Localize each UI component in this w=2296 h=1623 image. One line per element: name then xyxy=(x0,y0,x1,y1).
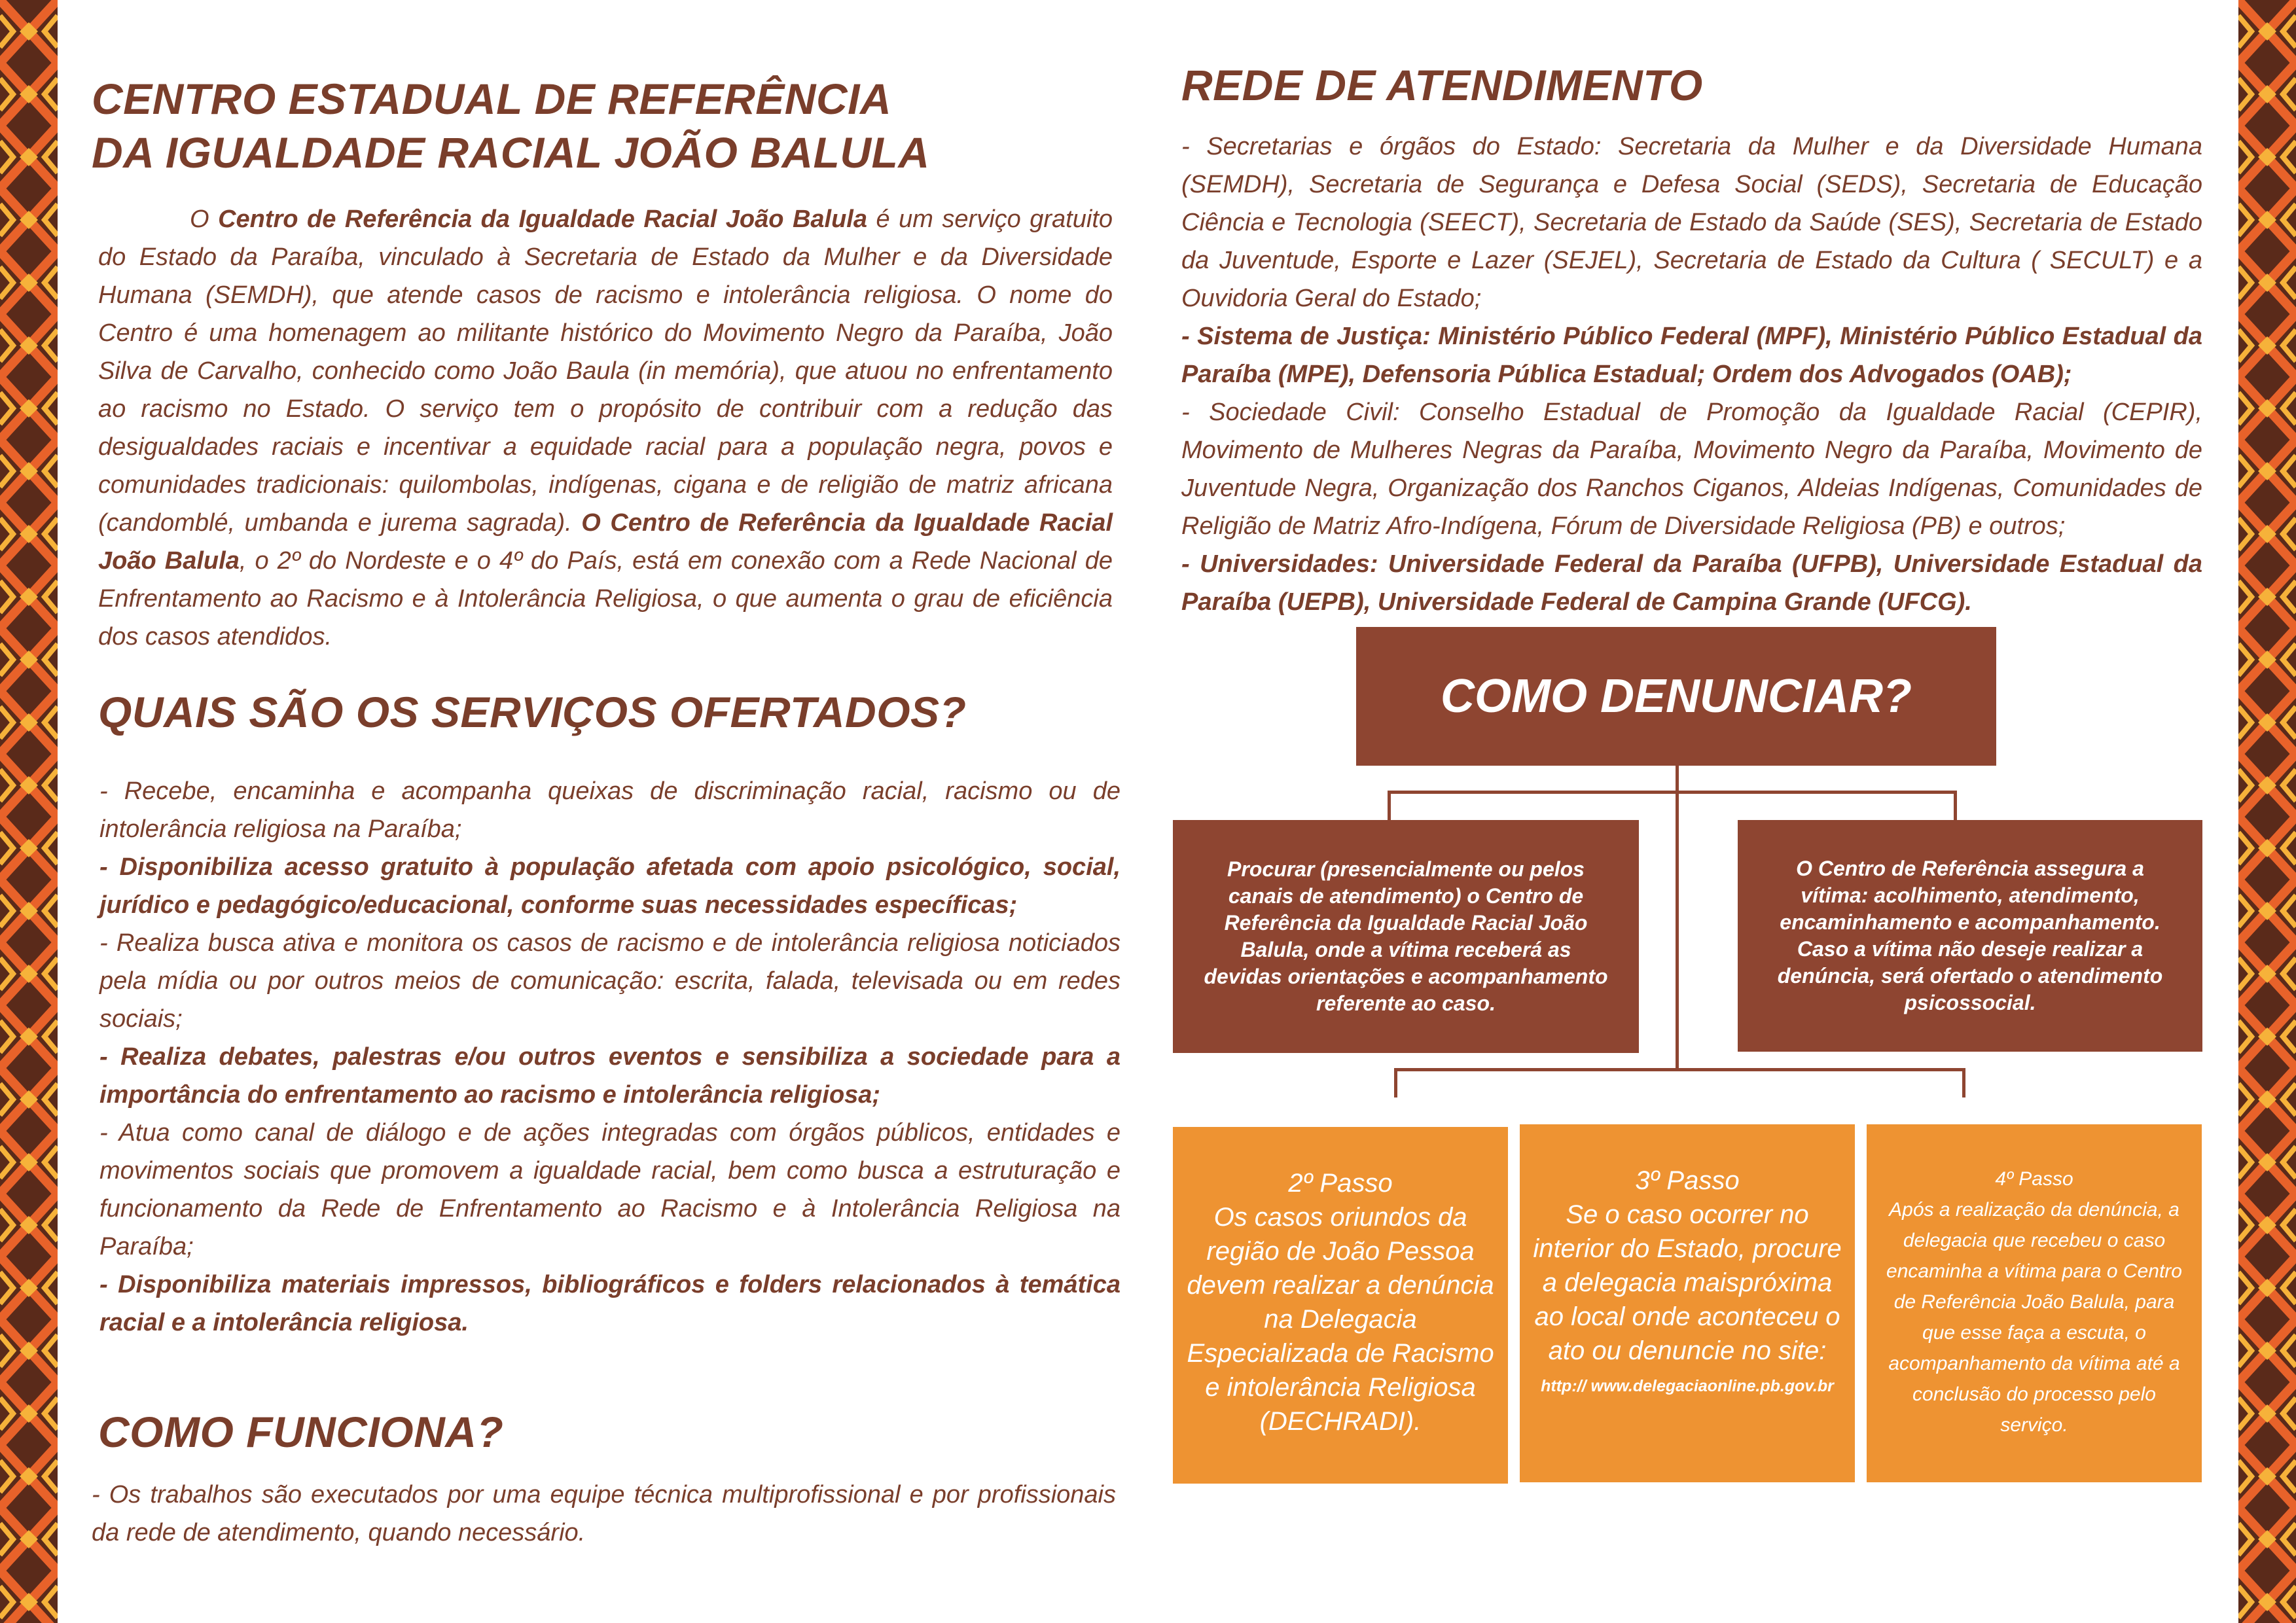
connector-line xyxy=(1954,791,1957,820)
step2-label: 2º Passo xyxy=(1288,1169,1393,1198)
connector-line xyxy=(1394,1068,1397,1097)
step2-box xyxy=(1173,1127,1508,1484)
decorative-border-left xyxy=(0,0,58,1623)
step2-text: Os casos oriundos da região de João Pessoa devem realizar a denúncia na Delegacia Especializada de Racismo e intolerância Religiosa (DECHRADI). xyxy=(1187,1203,1494,1436)
intro-text-3: , o 2º do Nordeste e o 4º do País, está em conexão com a Rede Nacional de Enfrentamento ao Racismo e à Intolerância Religiosa, o que aumenta o grau de eficiência dos casos atendidos. xyxy=(98,547,1113,651)
connector-line xyxy=(1388,791,1957,794)
list-item: - Atua como canal de diálogo e de ações integradas com órgãos públicos, entidades e movimentos sociais que promovem a igualdade racial, bem como busca a estruturação e funcionamento da Rede de Enfrentamento ao Racismo e à Intolerância Religiosa na Paraíba; xyxy=(99,1119,1121,1260)
connector-line xyxy=(1394,1068,1965,1071)
list-item: - Universidades: Universidade Federal da Paraíba (UFPB), Universidade Estadual da Paraíba (UEPB), Universidade Federal de Campina Grande (UFCG). xyxy=(1181,550,2202,616)
assurance-box: O Centro de Referência assegura a vítima: acolhimento, atendimento, encaminhamento e acompanhamento. Caso a vítima não deseje realizar a denúncia, será ofertado o atendimento psicossocial. xyxy=(1738,820,2202,1052)
step3-box xyxy=(1520,1124,1855,1482)
intro-text-2: é um serviço gratuito do Estado da Paraíba, vinculado à Secretaria de Estado da Mulher e da Diversidade Humana (SEMDH), que atende casos de racismo e intolerância religiosa. O nome do Centro é uma homenagem ao militante histórico do Movimento Negro da Paraíba, João Silva de Carvalho, conhecido como João Baula (in memória), que atuou no enfrentamento ao racismo no Estado. O serviço tem o propósito de contribuir com a redução das desigualdades raciais e incentivar a equidade racial para a população negra, povos e comunidades tradicionais: quilombolas, indígenas, cigana e de religião de matriz africana (candomblé, umbanda e jurema sagrada). xyxy=(98,205,1113,537)
list-item: - Realiza busca ativa e monitora os casos de racismo e de intolerância religiosa noticiados pela mídia ou por outros meios de comunicação: escrita, falada, televisada ou em redes sociais; xyxy=(99,929,1121,1033)
services-list xyxy=(99,772,1121,1342)
decorative-border-right xyxy=(2238,0,2296,1623)
network-title: REDE DE ATENDIMENTO xyxy=(1181,61,1703,109)
step4-box xyxy=(1867,1124,2202,1482)
how-text: - Os trabalhos são executados por uma equipe técnica multiprofissional e por profissionais da rede de atendimento, quando necessário. xyxy=(92,1481,1116,1546)
intro-bold-2: O Centro de Referência da Igualdade Racial João Balula xyxy=(98,509,1113,575)
intro-bold-1: Centro de Referência da Igualdade Racial João Balula xyxy=(218,205,868,233)
how-title: COMO FUNCIONA? xyxy=(98,1408,504,1456)
report-title-box: COMO DENUNCIAR? xyxy=(1356,627,1996,766)
list-item: - Secretarias e órgãos do Estado: Secretaria da Mulher e da Diversidade Humana (SEMDH), Secretaria de Segurança e Defesa Social (SEDS), Secretaria de Educação Ciência e Tecnologia (SEECT), Secretaria de Estado da Saúde (SES), Secretaria de Estado da Juventude, Esporte e Lazer (SEJEL), Secretaria de Estado da Cultura ( SECULT) e a Ouvidoria Geral do Estado; xyxy=(1181,133,2202,312)
step4-text: Após a realização da denúncia, a delegacia que recebeu o caso encaminha a vítima para o Centro de Referência João Balula, para que esse faça a escuta, o acompanhamento da vítima até a conclusão do processo pelo serviço. xyxy=(1886,1199,2182,1436)
list-item: - Disponibiliza materiais impressos, bibliográficos e folders relacionados à temática racial e a intolerância religiosa. xyxy=(99,1271,1121,1336)
report-site-link[interactable]: http:// www.delegaciaonline.pb.gov.br xyxy=(1541,1377,1834,1395)
list-item: - Realiza debates, palestras e/ou outros eventos e sensibiliza a sociedade para a importância do enfrentamento ao racismo e intolerância religiosa; xyxy=(99,1043,1121,1109)
step1-box: Procurar (presencialmente ou pelos canais de atendimento) o Centro de Referência da Igualdade Racial João Balula, onde a vítima receberá as devidas orientações e acompanhamento referente ao caso. xyxy=(1173,820,1639,1053)
intro-text-1: O xyxy=(190,205,219,233)
step4-label: 4º Passo xyxy=(1995,1168,2073,1190)
page-title-line2: DA IGUALDADE RACIAL JOÃO BALULA xyxy=(92,128,930,177)
services-title: QUAIS SÃO OS SERVIÇOS OFERTADOS? xyxy=(98,688,967,736)
list-item: - Disponibiliza acesso gratuito à população afetada com apoio psicológico, social, jurídico e pedagógico/educacional, conforme suas necessidades específicas; xyxy=(99,853,1121,919)
list-item: - Recebe, encaminha e acompanha queixas de discriminação racial, racismo ou de intolerância religiosa na Paraíba; xyxy=(99,777,1121,843)
list-item: - Sistema de Justiça: Ministério Público Federal (MPF), Ministério Público Estadual da Paraíba (MPE), Defensoria Pública Estadual; Ordem dos Advogados (OAB); xyxy=(1181,323,2202,388)
page-title-line1: CENTRO ESTADUAL DE REFERÊNCIA xyxy=(92,75,892,123)
intro-paragraph xyxy=(98,200,1113,656)
connector-line xyxy=(1962,1068,1965,1097)
step3-text: Se o caso ocorrer no interior do Estado, procure a delegacia maispróxima ao local onde aconteceu o ato ou denuncie no site: xyxy=(1533,1200,1842,1365)
page-title xyxy=(92,72,930,179)
network-list xyxy=(1181,128,2202,621)
connector-line xyxy=(1388,791,1391,820)
connector-line xyxy=(1676,766,1679,793)
connector-line xyxy=(1676,793,1679,1068)
list-item: - Sociedade Civil: Conselho Estadual de Promoção da Igualdade Racial (CEPIR), Movimento de Mulheres Negras da Paraíba, Movimento Negro da Paraíba, Movimento de Juventude Negra, Organização dos Ranchos Ciganos, Aldeias Indígenas, Comunidades de Religião de Matriz Afro-Indígena, Fórum de Diversidade Religiosa (PB) e outros; xyxy=(1181,399,2202,540)
step3-label: 3º Passo xyxy=(1635,1166,1740,1195)
